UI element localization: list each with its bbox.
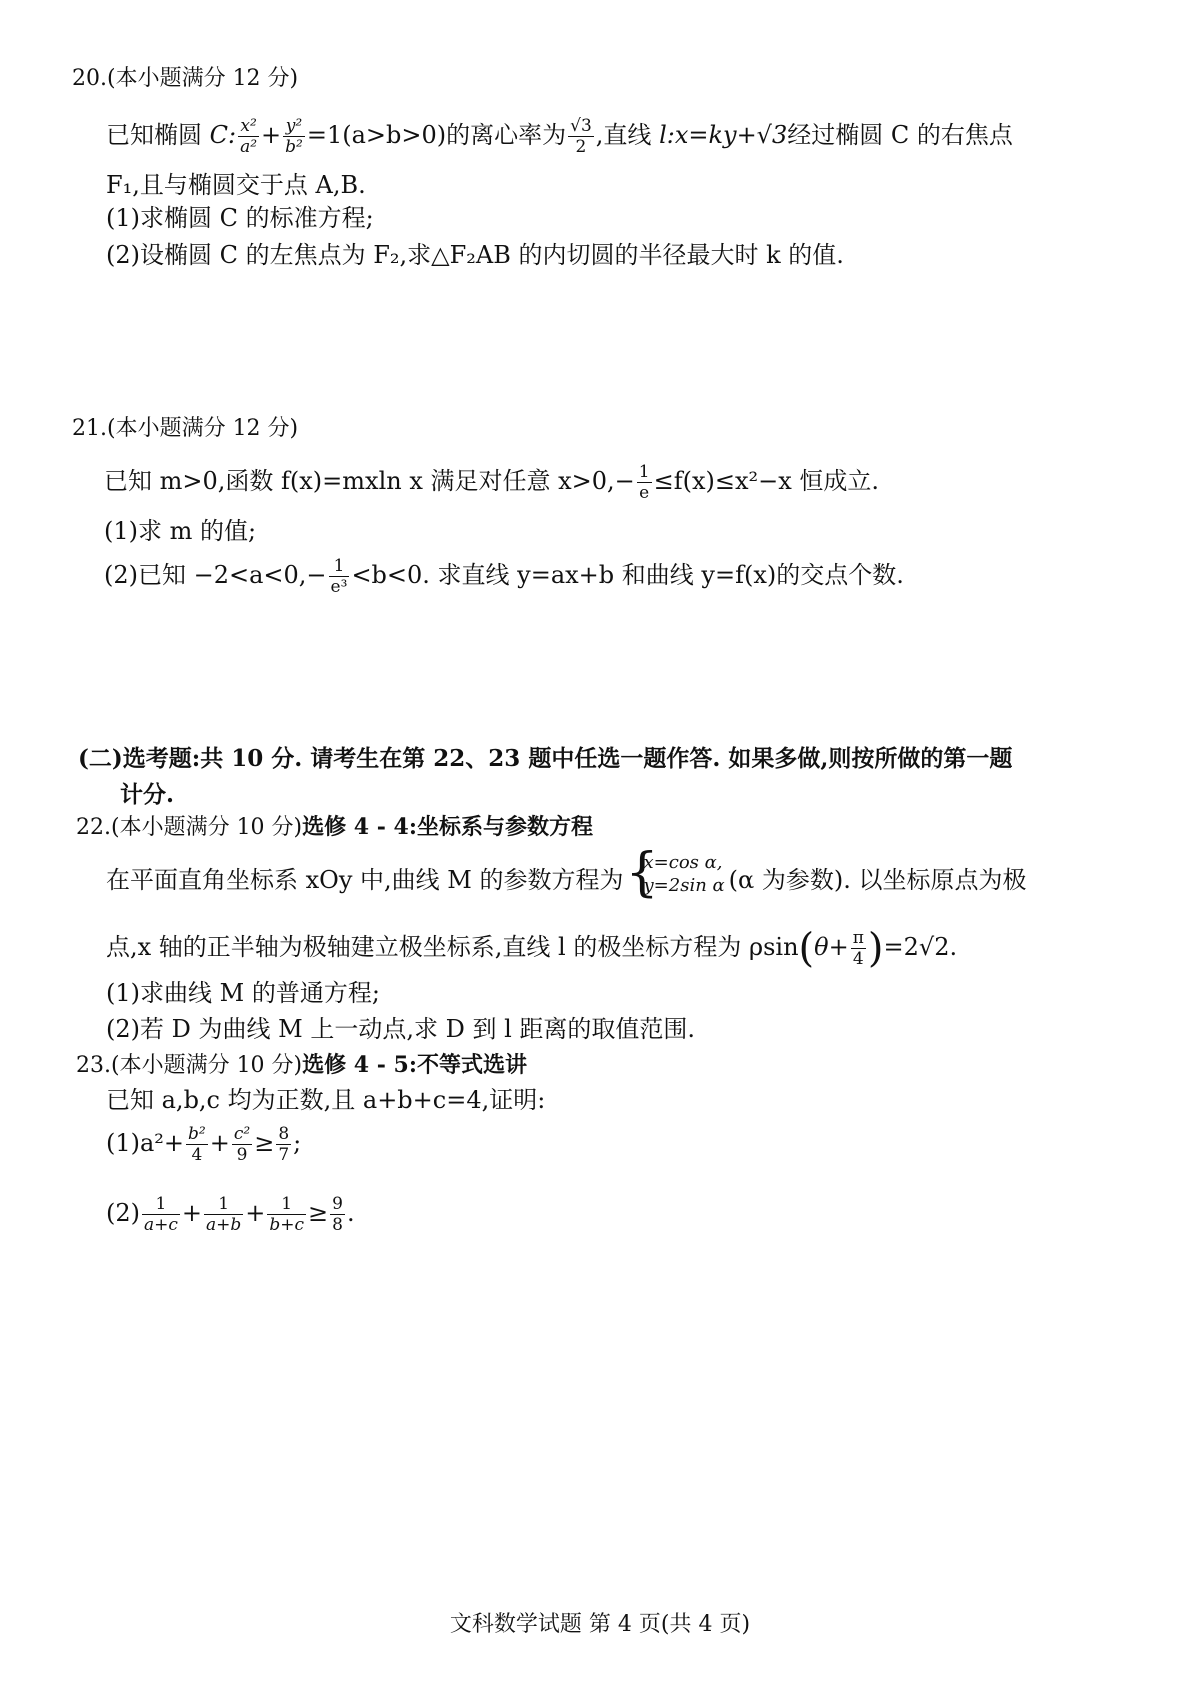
ellipse-prefix: C: [209,121,237,149]
q21-part2-b: <b<0. 求直线 y=ax+b 和曲线 y=f(x)的交点个数. [351,561,904,589]
frac-num: x² [238,116,259,137]
frac-den: b² [285,137,303,157]
frac-num: π [852,928,864,948]
frac-1-e [637,462,652,503]
frac-num: 1 [142,1194,180,1215]
q23-part1-prefix: (1)a²+ [106,1129,185,1157]
q22-line2-b: θ+ [814,933,849,961]
frac-den: 8 [332,1215,343,1235]
frac-y2-b2 [283,116,305,157]
q21-intro-a: 已知 m>0,函数 f(x)=mxln x 满足对任意 x>0,− [104,467,635,495]
q22-line2 [106,920,957,974]
frac-den: 7 [278,1145,290,1165]
frac-den: 4 [191,1145,203,1165]
q20-part2: (2)设椭圆 C 的左焦点为 F₂,求△F₂AB 的内切圆的半径最大时 k 的值. [106,241,844,269]
frac-den: e³ [330,577,348,597]
frac-8-7 [276,1124,291,1165]
q21-part2 [104,550,904,600]
line-l-equation: l:x=ky+√3 [659,121,788,149]
ellipse-rhs: =1 [306,121,343,149]
frac-num: √3 [570,116,592,136]
q23-header-b: 选修 4 - 5:不等式选讲 [302,1052,527,1078]
q20-intro-b: (a>b>0)的离心率为 [342,121,567,149]
q20-intro-d: 经过椭圆 C 的右焦点 [787,121,1013,149]
right-paren-icon: ) [867,925,884,972]
geq-sign: ≥ [254,1129,275,1157]
q23-part1-suffix: ; [293,1129,302,1157]
frac-num: 1 [204,1194,243,1215]
left-brace-icon: { [625,842,659,903]
frac-den: 4 [852,949,864,969]
frac-sqrt3-2 [568,116,594,157]
frac-1-b-plus-c [267,1194,306,1235]
q20-intro-a: 已知椭圆 [106,121,210,149]
param-eq-y: y=2sin α [643,874,725,896]
frac-num: 1 [329,556,350,577]
frac-num: 1 [267,1194,306,1215]
left-paren-icon: ( [798,925,815,972]
frac-den: e [639,483,650,503]
frac-num: y² [283,116,305,137]
page-footer: 文科数学试题 第 4 页(共 4 页) [449,1612,751,1637]
parametric-system [625,842,725,913]
q23-intro: 已知 a,b,c 均为正数,且 a+b+c=4,证明: [106,1086,546,1114]
plus-sign: + [245,1199,266,1227]
q23-part2-suffix: . [346,1199,355,1227]
q22-header-b: 选修 4 - 4:坐标系与参数方程 [302,814,593,840]
q23-part1 [106,1116,301,1170]
q20-line2: F₁,且与椭圆交于点 A,B. [106,171,366,199]
frac-num: b² [188,1124,206,1144]
q22-part1: (1)求曲线 M 的普通方程; [106,979,380,1007]
q21-intro-b: ≤f(x)≤x²−x 恒成立. [653,467,880,495]
geq-sign: ≥ [308,1199,329,1227]
q22-intro-a: 在平面直角坐标系 xOy 中,曲线 M 的参数方程为 [106,866,624,894]
q22-line2-a: 点,x 轴的正半轴为极轴建立极坐标系,直线 l 的极坐标方程为 ρsin [106,933,799,961]
frac-1-e3 [329,556,350,597]
q22-part2: (2)若 D 为曲线 M 上一动点,求 D 到 l 距离的取值范围. [106,1015,696,1043]
frac-1-a-plus-c [142,1194,180,1235]
q21-intro [104,456,879,506]
plus-sign: + [181,1199,203,1227]
plus-sign: + [261,121,282,149]
q23-header [76,1050,527,1081]
frac-den: b+c [269,1215,305,1235]
q20-intro-c: ,直线 [595,121,660,149]
frac-num: c² [233,1124,251,1144]
frac-den: a² [240,137,258,157]
param-eq-x: x=cos α, [643,851,723,873]
frac-den: a+b [206,1215,242,1235]
q22-intro [106,842,1027,913]
frac-num: 1 [638,462,650,482]
q20-intro [106,108,1013,162]
frac-pi-4 [851,928,866,969]
frac-num: 8 [278,1124,290,1144]
frac-9-8 [330,1194,345,1235]
q21-part1: (1)求 m 的值; [104,517,257,545]
frac-den: a+c [144,1215,178,1235]
q23-header-a: 23.(本小题满分 10 分) [76,1053,303,1078]
plus-sign: + [209,1129,230,1157]
q20-header: 20.(本小题满分 12 分) [72,66,299,91]
frac-den: 2 [575,137,587,157]
q22-header-a: 22.(本小题满分 10 分) [76,815,303,840]
section2-line2: 计分. [120,781,175,808]
q20-part1: (1)求椭圆 C 的标准方程; [106,204,374,232]
q21-part2-a: (2)已知 −2<a<0,− [104,561,327,589]
q23-part2 [106,1186,355,1240]
frac-b2-4 [186,1124,208,1165]
q22-intro-b: (α 为参数). 以坐标原点为极 [728,866,1027,894]
frac-c2-9 [232,1124,252,1165]
frac-num: 9 [332,1194,343,1214]
frac-den: 9 [236,1145,248,1165]
q22-header [76,812,593,843]
section2-line1: (二)选考题:共 10 分. 请考生在第 22、23 题中任选一题作答. 如果多做,则按所做的第一题 [78,745,1013,772]
frac-1-a-plus-b [204,1194,243,1235]
q23-part2-prefix: (2) [106,1199,140,1227]
q21-header: 21.(本小题满分 12 分) [72,416,299,441]
q22-line2-c: =2√2. [883,933,958,961]
frac-x2-a2 [238,116,259,157]
